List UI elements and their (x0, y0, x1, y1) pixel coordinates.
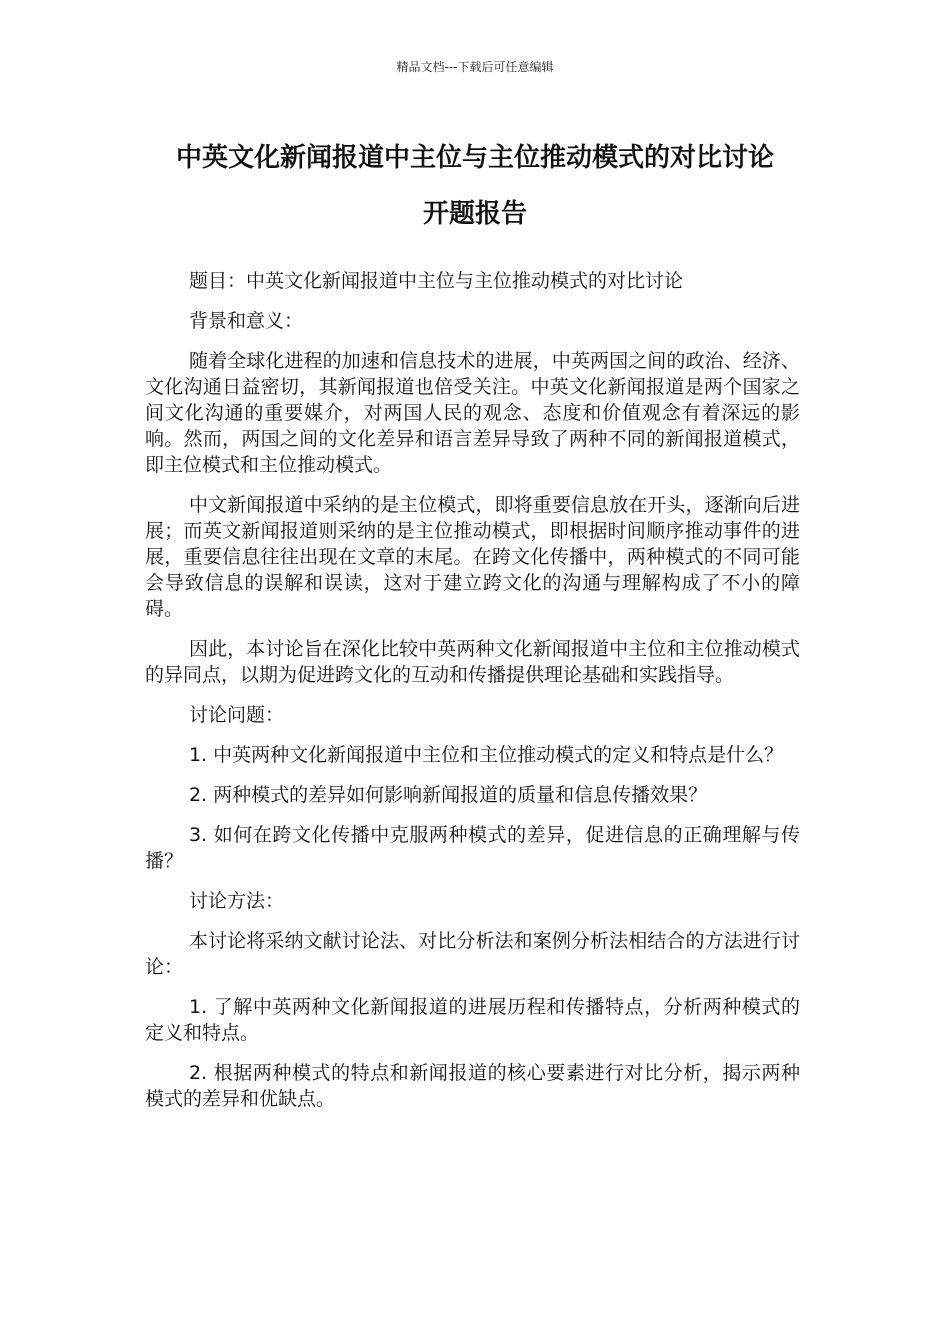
background-paragraph-2: 中文新闻报道中采纳的是主位模式，即将重要信息放在开头，逐渐向后进展；而英文新闻报道则采纳的是主位推动模式，即根据时间顺序推动事件的进展，重要信息往往出现在文章的末尾。在跨文化传播中，两种模式的不同可能会导致信息的误解和误读，这对于建立跨文化的沟通与理解构成了不小的障碍。 (145, 494, 800, 620)
background-heading: 背景和意义： (189, 310, 304, 332)
methods-intro: 本讨论将采纳文献讨论法、对比分析法和案例分析法相结合的方法进行讨论： (145, 930, 800, 978)
methods-heading: 讨论方法： (189, 890, 285, 912)
title-line-2: 开题报告 (422, 199, 527, 229)
background-paragraph-3: 因此，本讨论旨在深化比较中英两种文化新闻报道中主位和主位推动模式的异同点，以期为促进跨文化的互动和传播提供理论基础和实践指导。 (145, 638, 800, 686)
header-note: 精品文档---下载后可任意编辑 (396, 60, 554, 74)
question-item-3: 3. 如何在跨文化传播中克服两种模式的差异，促进信息的正确理解与传播？ (145, 824, 800, 872)
questions-heading: 讨论问题： (189, 704, 285, 726)
document-body (145, 268, 800, 1126)
document-title (120, 130, 830, 242)
method-item-2: 2. 根据两种模式的特点和新闻报道的核心要素进行对比分析，揭示两种模式的差异和优缺点。 (145, 1062, 800, 1110)
background-paragraph-1: 随着全球化进程的加速和信息技术的进展，中英两国之间的政治、经济、文化沟通日益密切，其新闻报道也倍受关注。中英文化新闻报道是两个国家之间文化沟通的重要媒介，对两国人民的观念、态度和价值观念有着深远的影响。然而，两国之间的文化差异和语言差异导致了两种不同的新闻报道模式，即主位模式和主位推动模式。 (145, 350, 800, 476)
method-item-1: 1. 了解中英两种文化新闻报道的进展历程和传播特点，分析两种模式的定义和特点。 (145, 996, 800, 1044)
topic-paragraph: 题目：中英文化新闻报道中主位与主位推动模式的对比讨论 (189, 270, 684, 292)
title-line-1: 中英文化新闻报道中主位与主位推动模式的对比讨论 (175, 143, 774, 173)
question-item-2: 2. 两种模式的差异如何影响新闻报道的质量和信息传播效果？ (189, 784, 708, 806)
question-item-1: 1. 中英两种文化新闻报道中主位和主位推动模式的定义和特点是什么？ (189, 744, 784, 766)
